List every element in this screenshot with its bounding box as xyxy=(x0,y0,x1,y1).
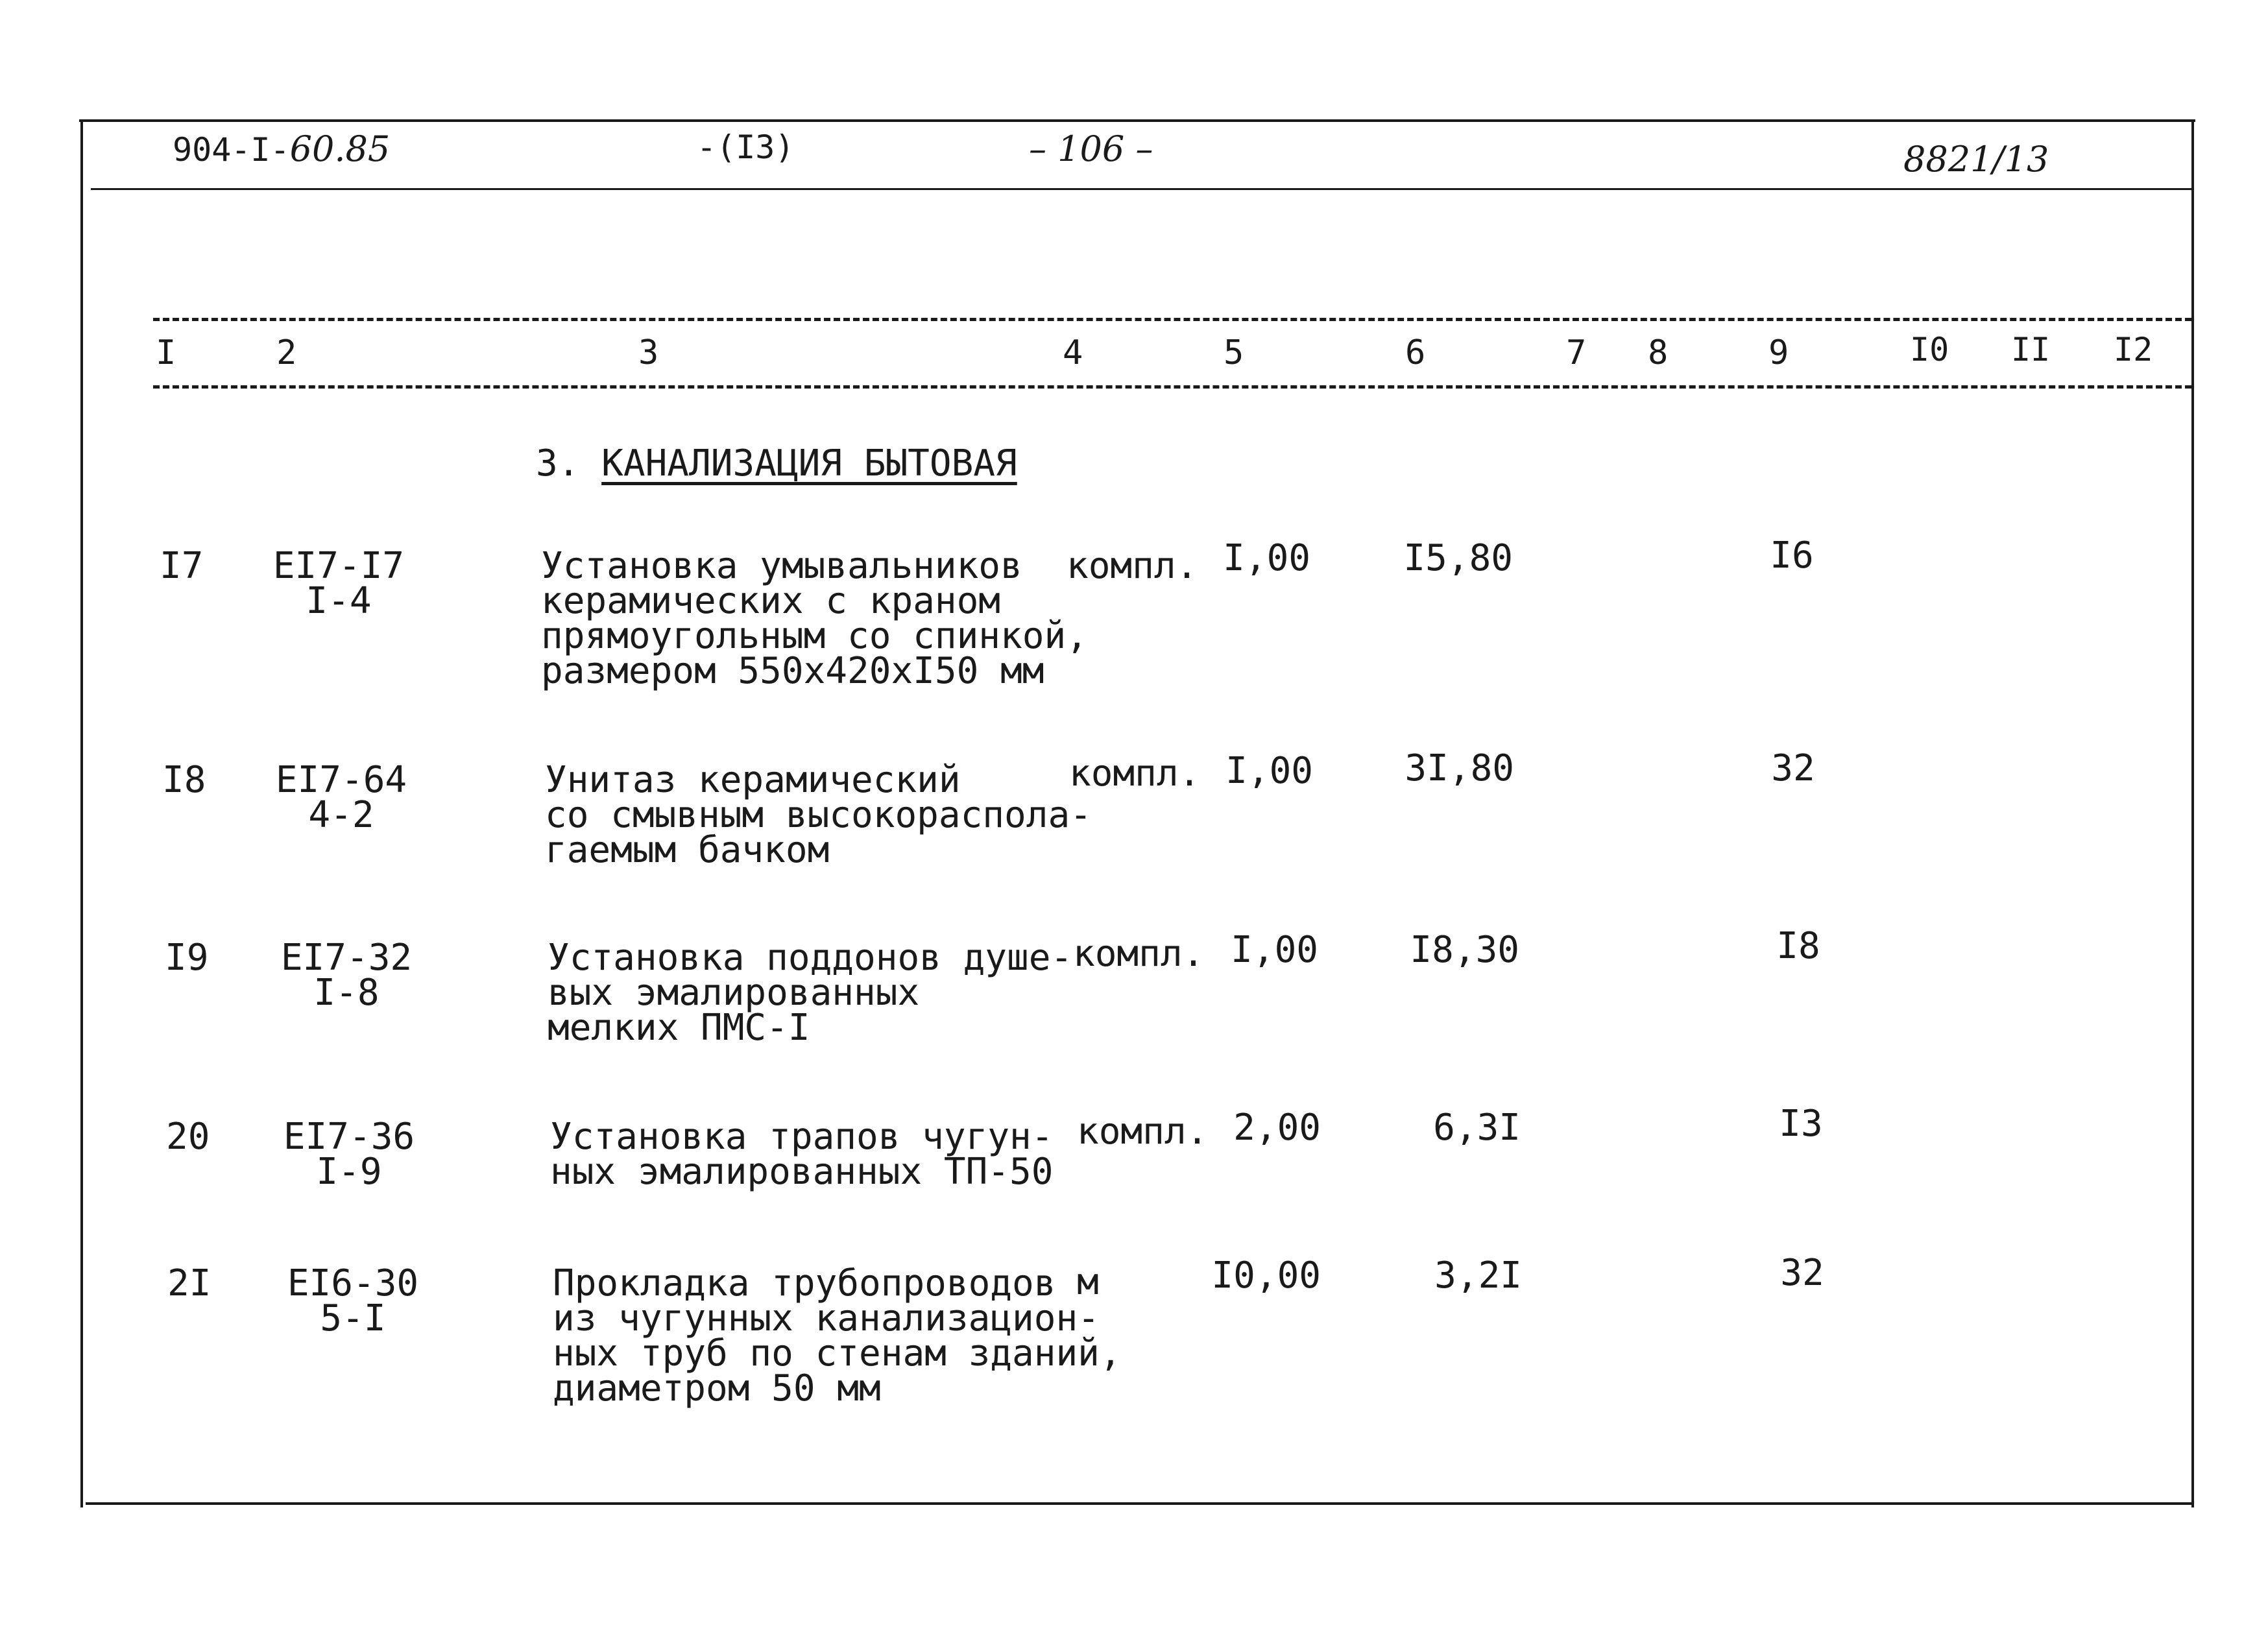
column-number-9: 9 xyxy=(1768,333,1789,372)
row-total: I8 xyxy=(1776,925,1820,967)
column-header-bottom-dashed-line xyxy=(153,385,2191,389)
column-number-4: 4 xyxy=(1063,333,1083,372)
row-description: Установка умывальников керамических с краном прямоугольным со спинкой, размером 550х420хI50 мм xyxy=(541,545,1088,692)
row-quantity: 2,00 xyxy=(1233,1107,1321,1149)
header-rule xyxy=(91,188,2191,190)
row-price: 3I,80 xyxy=(1405,747,1514,789)
part-number: -(I3) xyxy=(697,128,795,166)
sheet-frame-left xyxy=(80,119,83,1507)
column-number-12: I2 xyxy=(2114,331,2153,368)
column-number-3: 3 xyxy=(638,333,659,372)
row-unit: компл. xyxy=(1073,933,1205,975)
column-number-5: 5 xyxy=(1224,333,1244,372)
row-unit: компл. xyxy=(1069,752,1201,795)
section-number: 3. xyxy=(536,442,580,485)
row-number: 2I xyxy=(167,1262,211,1304)
column-number-1: I xyxy=(156,333,176,372)
column-number-10: I0 xyxy=(1910,331,1949,368)
row-number: 20 xyxy=(166,1116,210,1158)
section-heading xyxy=(536,442,1017,485)
document-code-handwritten: 60.85 xyxy=(289,128,391,169)
row-code: EI7-36 I-9 xyxy=(283,1116,415,1193)
column-number-7: 7 xyxy=(1566,333,1587,372)
column-header-top-dashed-line xyxy=(153,318,2191,321)
row-unit: компл. xyxy=(1077,1110,1209,1153)
row-number: I7 xyxy=(160,545,204,587)
row-price: 3,2I xyxy=(1434,1254,1522,1297)
row-description: Установка поддонов душе- вых эмалированных мелких ПМС-I xyxy=(548,937,1073,1049)
sheet-frame-bottom xyxy=(86,1502,2194,1505)
row-quantity: I,00 xyxy=(1225,750,1313,792)
row-code: EI7-I7 I-4 xyxy=(272,545,405,622)
row-total: I3 xyxy=(1779,1103,1823,1145)
sheet-frame-right xyxy=(2191,119,2194,1507)
sheet-frame-top xyxy=(79,119,2195,122)
section-title: КАНАЛИЗАЦИЯ БЫТОВАЯ xyxy=(601,442,1017,485)
row-description: Прокладка трубопроводов из чугунных канализацион- ных труб по стенам зданий, диаметром 50 мм xyxy=(553,1262,1122,1410)
document-code-prefix: 904-I- xyxy=(173,131,290,169)
column-number-6: 6 xyxy=(1405,333,1426,372)
row-unit: компл. xyxy=(1067,545,1198,587)
row-quantity: I,00 xyxy=(1223,537,1310,579)
row-quantity: I,00 xyxy=(1231,929,1318,971)
row-number: I9 xyxy=(165,937,209,979)
row-quantity: I0,00 xyxy=(1211,1254,1321,1297)
row-description: Установка трапов чугун- ных эмалированных ТП-50 xyxy=(550,1116,1054,1193)
row-number: I8 xyxy=(162,759,206,801)
column-number-2: 2 xyxy=(276,333,297,372)
row-code: EI7-64 4-2 xyxy=(275,759,407,836)
page-number: – 106 – xyxy=(1029,128,1153,169)
row-total: I6 xyxy=(1770,534,1814,577)
row-total: 32 xyxy=(1771,747,1815,789)
row-code: EI6-30 5-I xyxy=(287,1262,419,1339)
document-code xyxy=(173,128,390,169)
row-total: 32 xyxy=(1780,1252,1824,1294)
row-price: I5,80 xyxy=(1403,537,1513,579)
row-unit: м xyxy=(1077,1261,1099,1303)
sheet-reference: 8821/13 xyxy=(1903,139,2049,180)
row-code: EI7-32 I-8 xyxy=(280,937,413,1014)
row-price: I8,30 xyxy=(1410,929,1519,971)
row-description: Унитаз керамический со смывным высокораспола- гаемым бачком xyxy=(545,759,1092,871)
column-number-11: II xyxy=(2011,331,2051,368)
row-price: 6,3I xyxy=(1433,1107,1521,1149)
column-number-8: 8 xyxy=(1648,333,1669,372)
